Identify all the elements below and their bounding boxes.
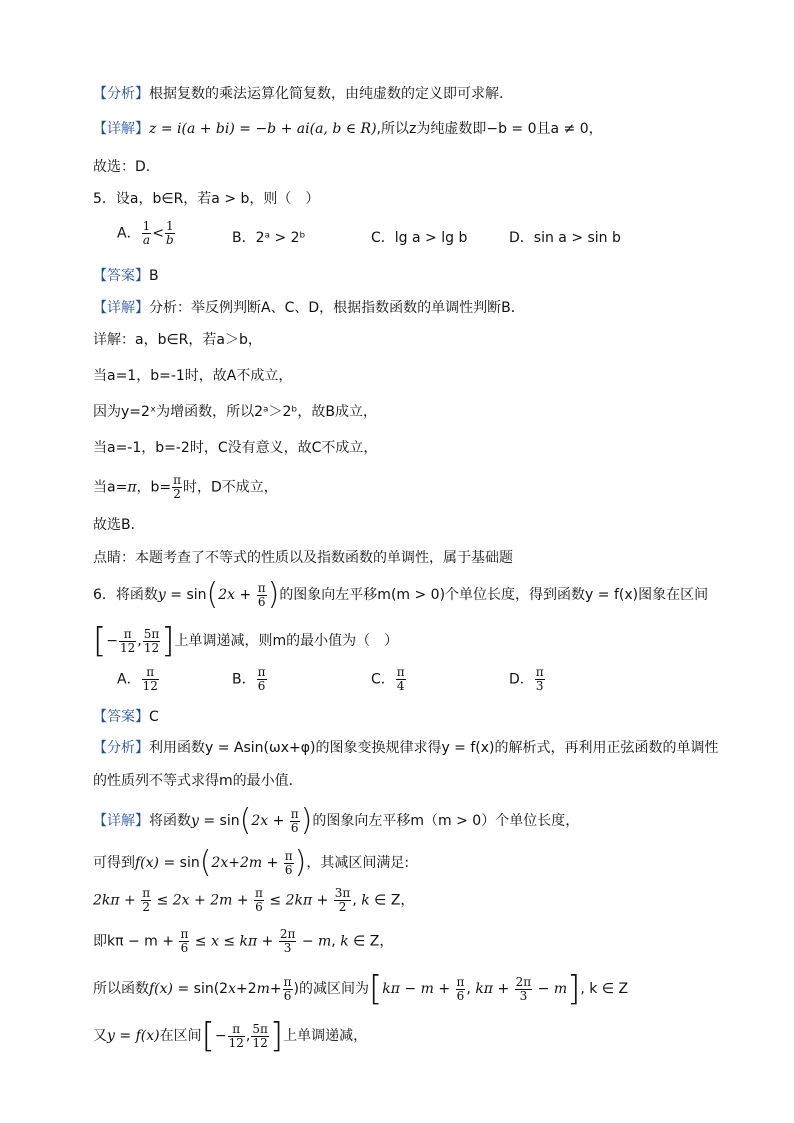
- detail-6-line-5: 所以函数f(x) = sin(2x+2m+ $\frac{\pi}{6}$ )的减区间为[kπ − m + $\frac{\pi}{6}$ , kπ + $\frac{2\pi}{3}$ − m], k ∈ Z: [93, 969, 629, 1009]
- q5-option-c: C．lg a > lg b: [371, 230, 468, 246]
- detail-5-body-6: 故选B．: [93, 517, 145, 533]
- detail-6-line-1: 【详解】将函数y = sin(2x + $\frac{\pi}{6}$ )的图象向左平移m（m > 0）个单位长度，: [93, 803, 580, 838]
- question-5-stem: 5．设a，b∈R，若a > b，则（ ）: [93, 191, 320, 207]
- detail-5-body-3: 因为y=2ˣ为增函数，所以2ᵃ＞2ᵇ，故B成立，: [93, 404, 378, 420]
- answer-6-line: 【答案】C: [93, 709, 159, 725]
- detail-6-line-2: 可得到f(x) = sin(2x+2m + $\frac{\pi}{6}$ )，其减区间满足:: [93, 845, 410, 880]
- detail-5-body-2: 当a=1，b=-1时，故A不成立，: [93, 368, 293, 384]
- detail-5-body-4: 当a=-1，b=-2时，C没有意义，故C不成立，: [93, 440, 378, 456]
- detail-6-line-6: 又y = f(x)在区间[− $\frac{\pi}{12}$ , $\frac{5\pi}{12}$ ]上单调递减，: [93, 1016, 368, 1056]
- q5-option-a: A． $\frac{1}{a}$ < $\frac{1}{b}$: [117, 219, 174, 247]
- question-6-stem-2: [− $\frac{\pi}{12}$ , $\frac{5\pi}{12}$ ]上单调递减，则m的最小值为（ ）: [93, 621, 399, 661]
- q6-option-b: B． $\frac{\pi}{6}$: [232, 665, 266, 693]
- detail-line-1: [93, 119, 603, 139]
- answer-5: B: [149, 268, 159, 284]
- analysis-text: 根据复数的乘法运算化简复数，由纯虚数的定义即可求解.: [149, 86, 504, 102]
- detail-5-body-1: 详解：a，b∈R，若a＞b，: [93, 332, 262, 348]
- question-6-stem-1: 6．将函数y = sin(2x + $\frac{\pi}{6}$ )的图象向左平移m(m > 0)个单位长度，得到函数y = f(x)图象在区间: [93, 577, 709, 612]
- detail-6-line-4: 即kπ − m + $\frac{\pi}{6}$ ≤ x ≤ kπ + $\frac{2\pi}{3}$ − m, k ∈ Z，: [93, 927, 394, 955]
- q5-option-d: D．sin a > sin b: [509, 230, 621, 246]
- q6-option-a: A． $\frac{\pi}{12}$: [117, 665, 158, 693]
- q6-option-c: C． $\frac{\pi}{4}$: [371, 665, 405, 693]
- q6-option-d: D． $\frac{\pi}{3}$: [509, 665, 544, 693]
- remark-line: 点睛：本题考查了不等式的性质以及指数函数的单调性，属于基础题: [93, 550, 513, 566]
- formula-z: z = i(a + bi) = −b + ai(a, b ∈ R): [149, 121, 377, 137]
- answer-6: C: [149, 709, 159, 725]
- detail-5-line: 【详解】分析：举反例判断A、C、D，根据指数函数的单调性判断B．: [93, 300, 525, 316]
- answer-5-line: 【答案】B: [93, 268, 159, 284]
- q5-option-b: B．2ᵃ > 2ᵇ: [232, 230, 306, 246]
- detail-5-body-5: 当a=π，b= $\frac{\pi}{2}$ 时，D不成立，: [93, 473, 278, 501]
- tag-detail: 【详解】: [93, 121, 149, 137]
- choice-text-1: 故选：D.: [93, 159, 151, 175]
- choice-line-1: [93, 157, 150, 177]
- analysis-line: [93, 84, 503, 104]
- detail-6-line-3: 2kπ + $\frac{\pi}{2}$ ≤ 2x + 2m + $\frac{\pi}{6}$ ≤ 2kπ + $\frac{3\pi}{2}$ , k ∈ Z，: [93, 886, 415, 914]
- detail-text-1: ,所以z为纯虚数即−b = 0且a ≠ 0，: [376, 121, 603, 137]
- analysis-6-line-2: 的性质列不等式求得m的最小值．: [93, 773, 303, 789]
- analysis-6-line-1: 【分析】利用函数y = Asin(ωx+φ)的图象变换规律求得y = f(x)的解析式，再利用正弦函数的单调性: [93, 740, 719, 756]
- tag-analysis: 【分析】: [93, 86, 149, 102]
